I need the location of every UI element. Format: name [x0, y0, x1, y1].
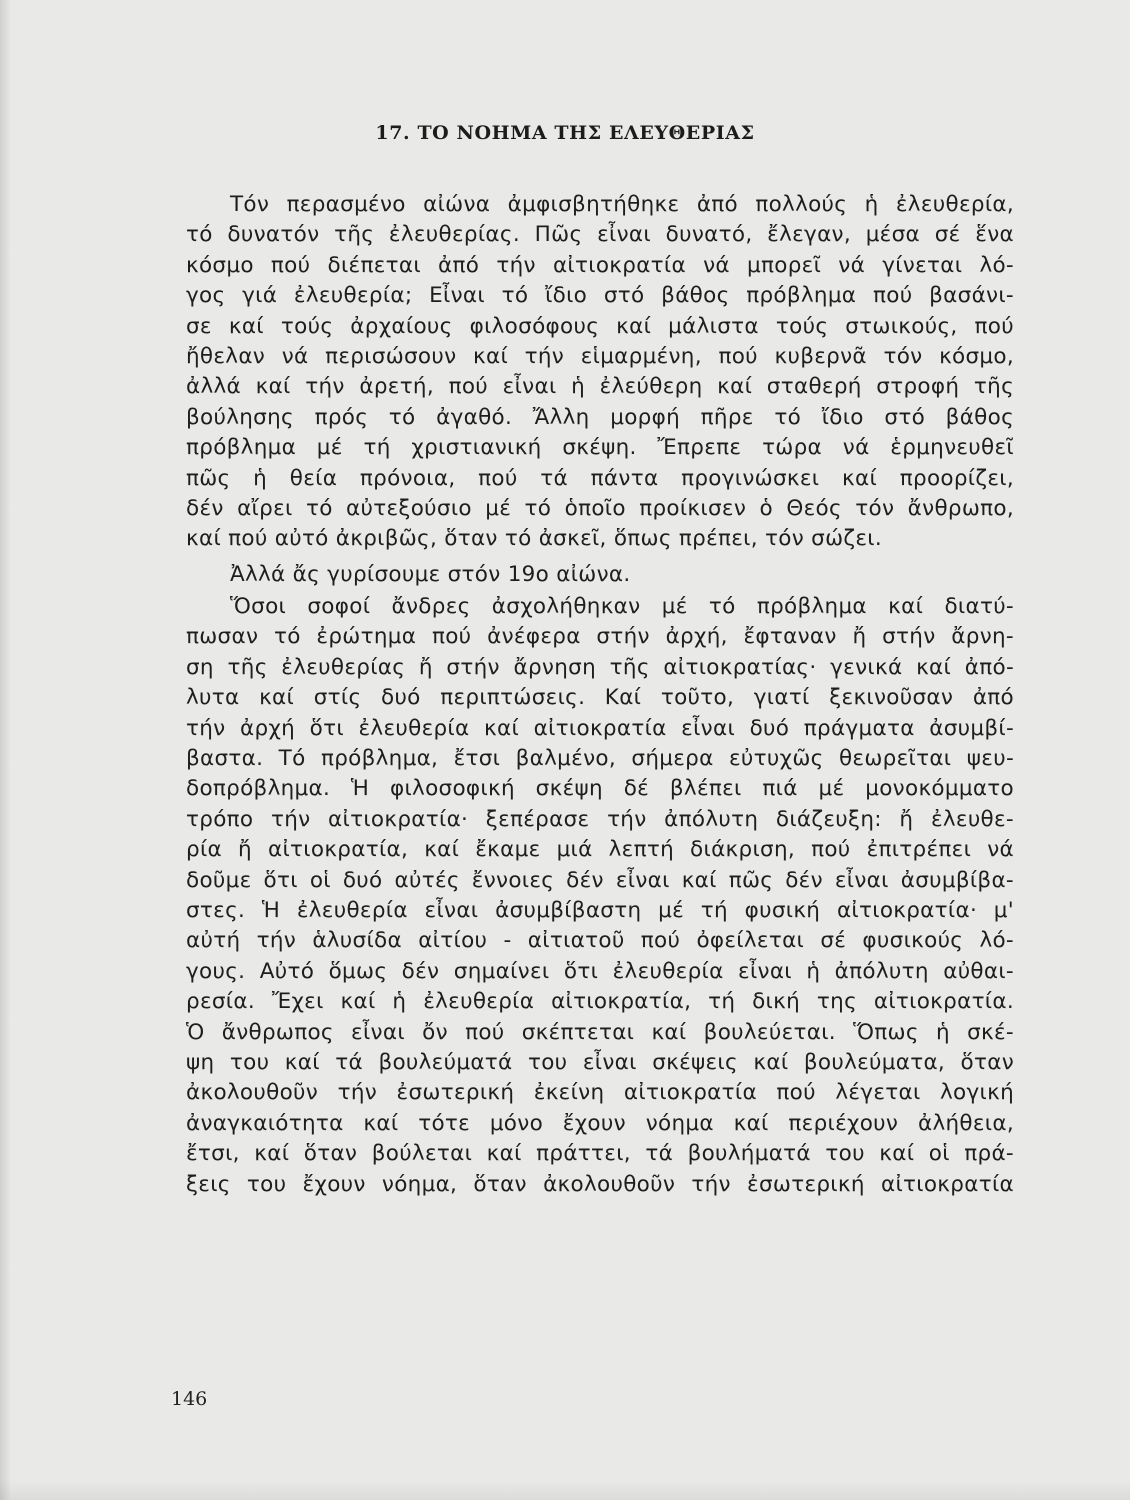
- text-line: ξεις του ἔχουν νόημα, ὅταν ἀκολουθοῦν τήν ἐσωτερική αἰτιοκρατία: [186, 1171, 1014, 1197]
- text-line: ἔτσι, καί ὅταν βούλεται καί πράττει, τά βουλήματά του καί οἱ πρά-: [186, 1141, 1014, 1167]
- text-line: βούλησης πρός τό ἀγαθό. Ἄλλη μορφή πῆρε τό ἴδιο στό βάθος: [186, 404, 1014, 430]
- text-line: ἀλλά καί τήν ἀρετή, πού εἶναι ἡ ἐλεύθερη καί σταθερή στροφή τῆς: [186, 374, 1014, 400]
- paragraph-1: [186, 190, 1014, 555]
- paragraph-2: [186, 560, 1014, 590]
- text-line: ἀκολουθοῦν τήν ἐσωτερική ἐκείνη αἰτιοκρατία πού λέγεται λογική: [186, 1080, 1014, 1106]
- text-line: σε καί τούς ἀρχαίους φιλοσόφους καί μάλιστα τούς στωικούς, πού: [186, 313, 1014, 339]
- text-line: τήν ἀρχή ὅτι ἐλευθερία καί αἰτιοκρατία εἶναι δυό πράγματα ἀσυμβί-: [186, 715, 1014, 741]
- text-line: πωσαν τό ἐρώτημα πού ἀνέφερα στήν ἀρχή, ἔφταναν ἤ στήν ἄρνη-: [186, 624, 1014, 650]
- body-text: [186, 190, 1014, 1200]
- text-line: βαστα. Τό πρόβλημα, ἔτσι βαλμένο, σήμερα εὐτυχῶς θεωρεῖται ψευ-: [186, 746, 1014, 772]
- text-line: ψη του καί τά βουλεύματά του εἶναι σκέψεις καί βουλεύματα, ὅταν: [186, 1049, 1014, 1075]
- page-edge: [0, 0, 10, 1500]
- text-line: Ὁ ἄνθρωπος εἶναι ὄν πού σκέπτεται καί βουλεύεται. Ὅπως ἡ σκέ-: [186, 1019, 1014, 1045]
- text-line: αὐτή τήν ἁλυσίδα αἰτίου - αἰτιατοῦ πού ὀφείλεται σέ φυσικούς λό-: [186, 928, 1014, 954]
- text-line: Ὅσοι σοφοί ἄνδρες ἀσχολήθηκαν μέ τό πρόβλημα καί διατύ-: [230, 594, 1014, 620]
- text-line: ἀναγκαιότητα καί τότε μόνο ἔχουν νόημα καί περιέχουν ἀλήθεια,: [186, 1110, 1014, 1136]
- text-line: κόσμο πού διέπεται ἀπό τήν αἰτιοκρατία νά μπορεῖ νά γίνεται λό-: [186, 252, 1014, 278]
- text-line: στες. Ἡ ἐλευθερία εἶναι ἀσυμβίβαστη μέ τή φυσική αἰτιοκρατία· μ': [186, 897, 1014, 923]
- text-line: δοπρόβλημα. Ἡ φιλοσοφική σκέψη δέ βλέπει πιά μέ μονοκόμματο: [186, 776, 1014, 802]
- text-line: ἤθελαν νά περισώσουν καί τήν εἱμαρμένη, πού κυβερνᾶ τόν κόσμο,: [186, 343, 1014, 369]
- text-line: ση τῆς ἐλευθερίας ἤ στήν ἄρνηση τῆς αἰτιοκρατίας· γενικά καί ἀπό-: [186, 654, 1014, 680]
- page-number: 146: [171, 1388, 208, 1410]
- paragraph-3: [186, 592, 1014, 1200]
- text-line: ρεσία. Ἔχει καί ἡ ἐλευθερία αἰτιοκρατία, τή δική της αἰτιοκρατία.: [186, 989, 1014, 1015]
- text-line: Τόν περασμένο αἰώνα ἀμφισβητήθηκε ἀπό πολλούς ἡ ἐλευθερία,: [230, 192, 1014, 217]
- text-line: γος γιά ἐλευθερία; Εἶναι τό ἴδιο στό βάθος πρόβλημα πού βασάνι-: [186, 283, 1014, 309]
- text-line: πρόβλημα μέ τή χριστιανική σκέψη. Ἔπρεπε τώρα νά ἑρμηνευθεῖ: [186, 435, 1014, 461]
- chapter-title: 17. ΤΟ ΝΟΗΜΑ ΤΗΣ ΕΛΕΥΘΕΡΙΑΣ: [375, 122, 755, 144]
- text-line: δέν αἴρει τό αὐτεξούσιο μέ τό ὁποῖο προίκισεν ὁ Θεός τόν ἄνθρωπο,: [186, 495, 1014, 521]
- page-shadow: [0, 1480, 1130, 1500]
- text-line: καί πού αὐτό ἀκριβῶς, ὅταν τό ἀσκεῖ, ὅπως πρέπει, τόν σώζει.: [186, 526, 883, 552]
- text-line: τό δυνατόν τῆς ἐλευθερίας. Πῶς εἶναι δυνατό, ἔλεγαν, μέσα σέ ἕνα: [186, 222, 1014, 248]
- text-line: γους. Αὐτό ὅμως δέν σημαίνει ὅτι ἐλευθερία εἶναι ἡ ἀπόλυτη αὐθαι-: [186, 958, 1014, 984]
- text-line: ρία ἤ αἰτιοκρατία, καί ἔκαμε μιά λεπτή διάκριση, πού ἐπιτρέπει νά: [186, 837, 1014, 863]
- text-line: δοῦμε ὅτι οἱ δυό αὐτές ἔννοιες δέν εἶναι καί πῶς δέν εἶναι ἀσυμβίβα-: [186, 867, 1014, 893]
- text-line: τρόπο τήν αἰτιοκρατία· ξεπέρασε τήν ἀπόλυτη διάζευξη: ἤ ἐλευθε-: [186, 806, 1014, 832]
- text-line: λυτα καί στίς δυό περιπτώσεις. Καί τοῦτο, γιατί ξεκινοῦσαν ἀπό: [186, 685, 1014, 711]
- text-line: Ἀλλά ἄς γυρίσουμε στόν 19ο αἰώνα.: [230, 561, 631, 587]
- text-line: πῶς ἡ θεία πρόνοια, πού τά πάντα προγινώσκει καί προορίζει,: [186, 465, 1014, 491]
